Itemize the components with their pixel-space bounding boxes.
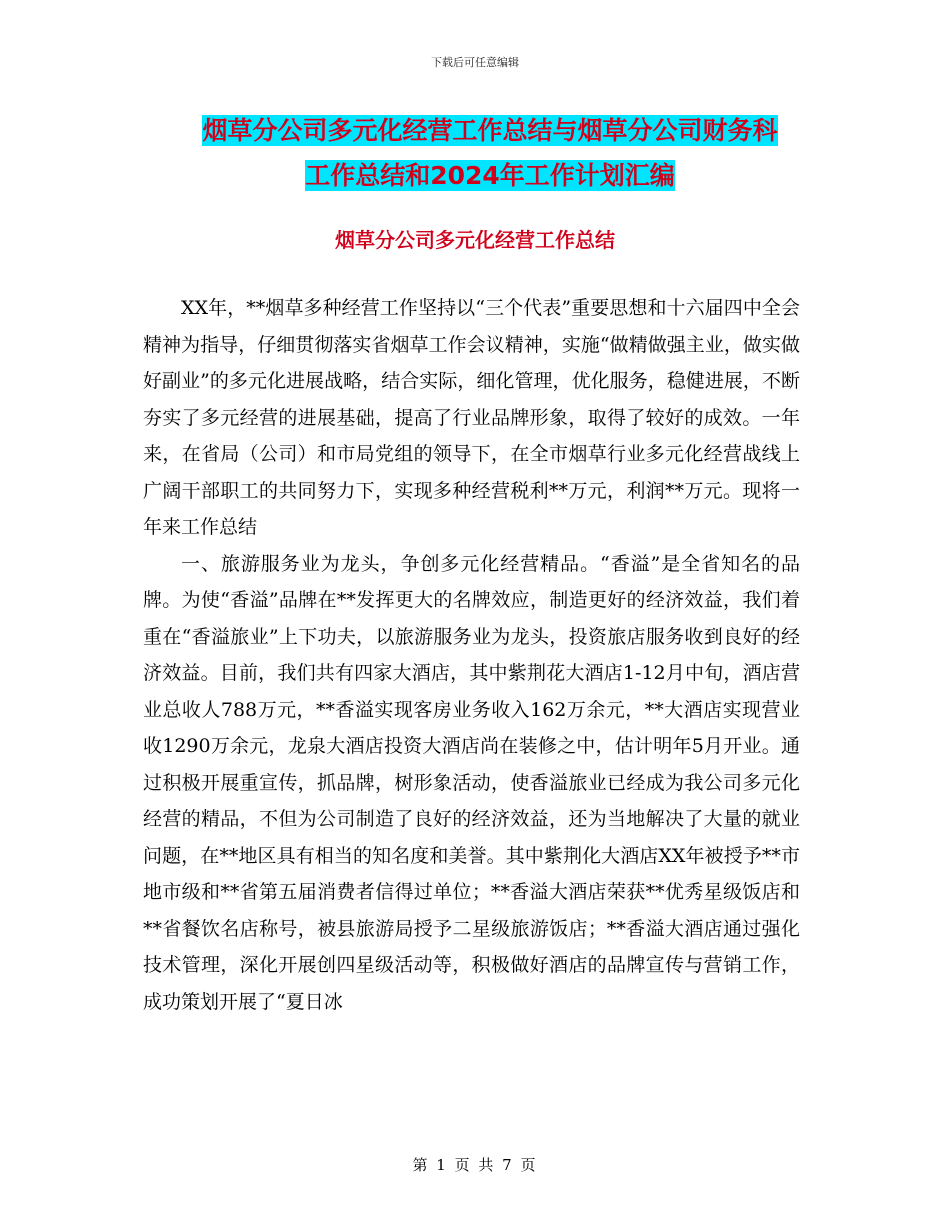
- paragraph-2: 一、旅游服务业为龙头，争创多元化经营精品。“香溢”是全省知名的品牌。为使“香溢”品牌在**发挥更大的名牌效应，制造更好的经济效益，我们着重在“香溢旅业”上下功夫，以旅游服务业为龙头，投资旅店服务收到良好的经济效益。目前，我们共有四家大酒店，其中紫荆花大酒店1-12月中旬，酒店营业总收人788万元，**香溢实现客房业务收入162万余元，**大酒店实现营业收1290万余元，龙泉大酒店投资大酒店尚在装修之中，估计明年5月开业。通过积极开展重宣传，抓品牌，树形象活动，使香溢旅业已经成为我公司多元化经营的精品，不但为公司制造了良好的经济效益，还为当地解决了大量的就业问题，在**地区具有相当的知名度和美誉。其中紫荆化大酒店XX年被授予**市地市级和**省第五届消费者信得过单位；**香溢大酒店荣获**优秀星级饭店和**省餐饮名店称号，被县旅游局授予二星级旅游饭店；**香溢大酒店通过强化技术管理，深化开展创四星级活动等，积极做好酒店的品牌宣传与营销工作，成功策划开展了“夏日冰: [143, 552, 800, 1013]
- paragraph-1: XX年，**烟草多种经营工作坚持以“三个代表”重要思想和十六届四中全会精神为指导，仔细贯彻落实省烟草工作会议精神，实施“做精做强主业，做实做好副业”的多元化进展战略，结合实际，细化管理，优化服务，稳健进展，不断夯实了多元经营的进展基础，提高了行业品牌形象，取得了较好的成效。一年来，在省局（公司）和市局党组的领导下，在全市烟草行业多元化经营战线上广阔干部职工的共同努力下，实现多种经营税利**万元，利润**万元。现将一年来工作总结: [143, 297, 800, 538]
- document-title: [150, 108, 830, 198]
- section-title: 烟草分公司多元化经营工作总结: [335, 228, 615, 252]
- document-title-line2: 工作总结和2024年工作计划汇编: [305, 161, 675, 190]
- header-note: 下载后可任意编辑: [431, 56, 519, 69]
- body-text: [143, 290, 800, 1020]
- page-footer: 第 1 页 共 7 页: [412, 1156, 538, 1174]
- document-title-line1: 烟草分公司多元化经营工作总结与烟草分公司财务科: [202, 116, 778, 145]
